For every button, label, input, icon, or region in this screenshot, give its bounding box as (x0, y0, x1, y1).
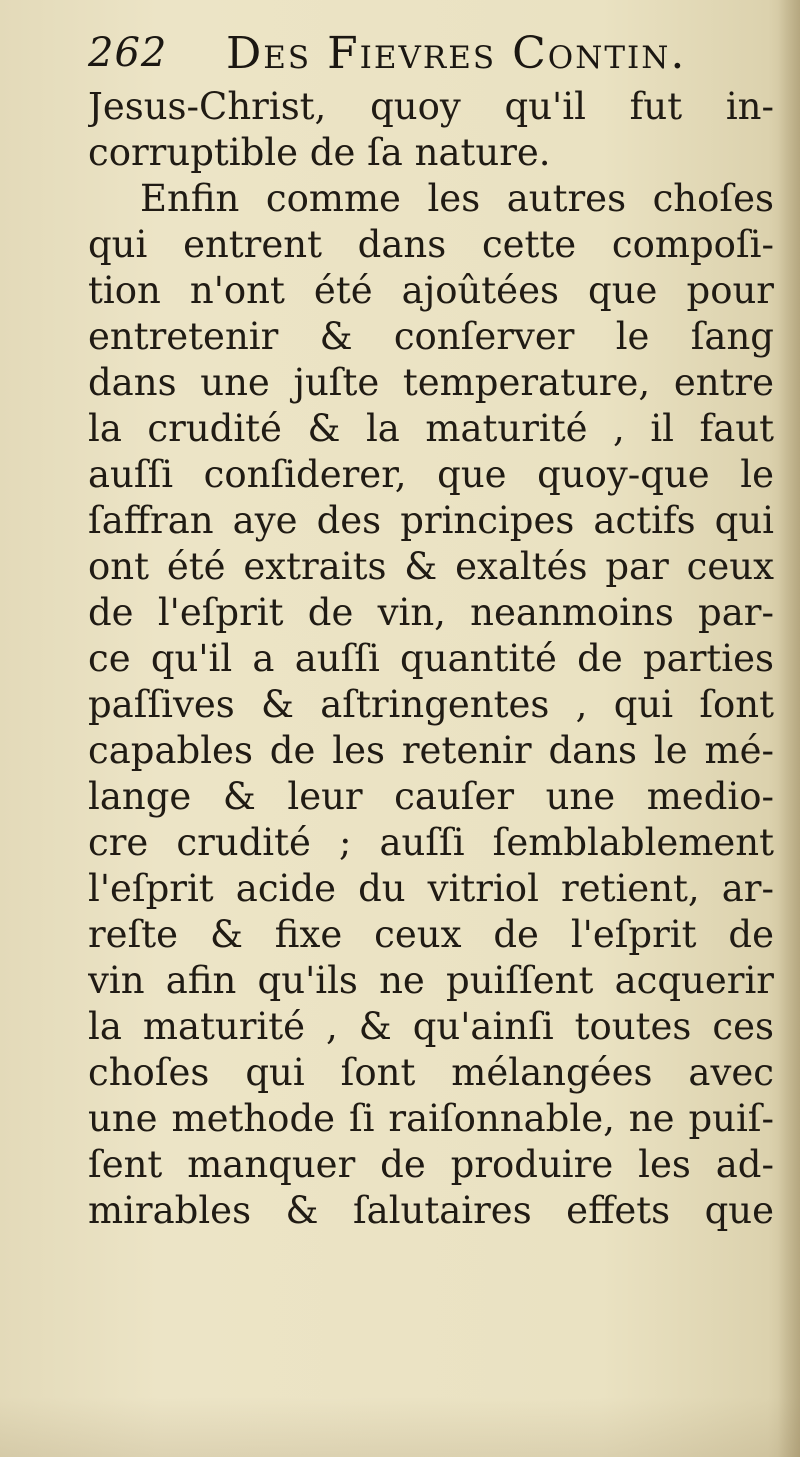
text-line: l'eſprit acide du vitriol retient, ar- (88, 867, 774, 910)
text-line: mirables & ſalutaires effets que (88, 1189, 774, 1232)
text-line: corruptible de ſa nature. (88, 131, 551, 174)
running-title: Des Fievres Contin. (226, 28, 687, 79)
page-bottom-shade (0, 1397, 800, 1457)
text-line: la maturité , & qu'ainſi toutes ces (88, 1005, 774, 1048)
text-line: qui entrent dans cette compoſi- (88, 223, 774, 266)
text-line: reſte & fixe ceux de l'eſprit de (88, 913, 774, 956)
page-header (88, 24, 768, 84)
text-line: ont été extraits & exaltés par ceux (88, 545, 774, 588)
text-line: auſſi conſiderer, que quoy-que le (88, 453, 774, 496)
page-number: 262 (88, 30, 168, 76)
text-line: Enfin comme les autres choſes (140, 177, 774, 220)
text-line: cre crudité ; auſſi ſemblablement (88, 821, 774, 864)
text-line: ſent manquer de produire les ad- (88, 1143, 774, 1186)
text-line: capables de les retenir dans le mé- (88, 729, 774, 772)
page-edge-shadow (778, 0, 800, 1457)
text-line: de l'eſprit de vin, neanmoins par- (88, 591, 774, 634)
text-line: dans une juſte temperature, entre (88, 361, 774, 404)
text-line: ce qu'il a auſſi quantité de parties (88, 637, 774, 680)
text-line: tion n'ont été ajoûtées que pour (88, 269, 774, 312)
text-line: la crudité & la maturité , il faut (88, 407, 774, 450)
text-line: une methode ſi raiſonnable, ne puiſ- (88, 1097, 774, 1140)
text-line: vin afin qu'ils ne puiſſent acquerir (88, 959, 774, 1002)
text-line: lange & leur cauſer une medio- (88, 775, 774, 818)
text-line: paſſives & aſtringentes , qui ſont (88, 683, 774, 726)
text-line: choſes qui ſont mélangées avec (88, 1051, 774, 1094)
text-line: Jesus-Christ, quoy qu'il fut in- (88, 85, 774, 128)
text-line: entretenir & conſerver le ſang (88, 315, 774, 358)
text-line: ſaffran aye des principes actifs qui (88, 499, 774, 542)
